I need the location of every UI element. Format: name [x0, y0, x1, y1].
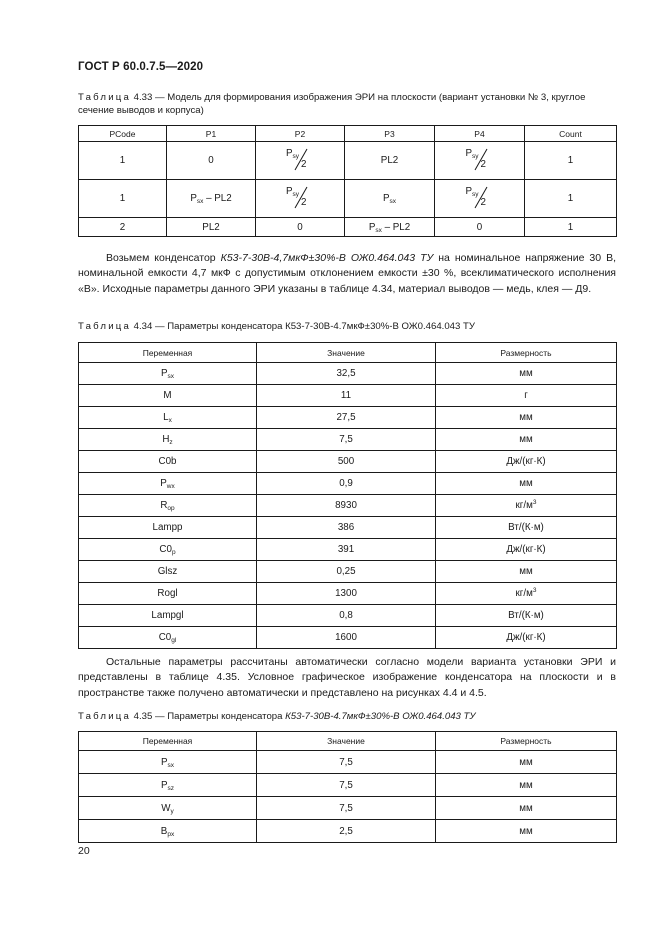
table-row: [79, 517, 617, 539]
column-header: Count: [525, 126, 617, 142]
variable-cell: $P_{wx}$: [79, 473, 257, 495]
p1-cell: 0: [167, 142, 256, 180]
variable-cell: $P_{sx}$: [79, 363, 257, 385]
unit-cell: Вт/(К·м): [436, 517, 617, 539]
unit-cell: мм: [436, 561, 617, 583]
variable-cell: C0b: [79, 451, 257, 473]
value-cell: 8930: [257, 495, 436, 517]
p3-cell: $P_{sx} - PL2$: [345, 218, 435, 237]
unit-cell: мм: [436, 774, 617, 797]
count-cell: 1: [525, 142, 617, 180]
variable-cell: $C0_p$: [79, 539, 257, 561]
unit-cell: г: [436, 385, 617, 407]
value-cell: 7,5: [257, 751, 436, 774]
column-header: Размерность: [436, 732, 617, 751]
table-row: [79, 561, 617, 583]
body-paragraph: Остальные параметры рассчитаны автоматически согласно модели варианта установки ЭРИ и представлены в таблице 4.35. Условное графическое изображение конденсатора на плоскости и в пространстве также получено автоматически и представлено на рисунках 4.4 и 4.5.: [78, 656, 616, 699]
table-row: [79, 495, 617, 517]
p4-cell: 0: [435, 218, 525, 237]
fraction: $P_{sy}$ 2: [463, 183, 497, 211]
value-cell: 0,25: [257, 561, 436, 583]
variable-cell: $C0_{gl}$: [79, 627, 257, 649]
table-row: [79, 407, 617, 429]
column-header: P1: [167, 126, 256, 142]
table-row: [79, 218, 617, 237]
column-header: Значение: [257, 343, 436, 363]
table-label: Таблица: [78, 711, 132, 722]
p2-cell: [256, 180, 345, 218]
table-row: [79, 180, 617, 218]
variable-cell: $P_{sx}$: [79, 751, 257, 774]
table-row: [79, 142, 617, 180]
table-433: [78, 125, 617, 237]
column-header: PCode: [79, 126, 167, 142]
pcode-cell: 1: [79, 142, 167, 180]
caption-text: 4.34 — Параметры конденсатора К53-7-30В-4.7мкФ±30%-В ОЖ0.464.043 ТУ: [131, 321, 475, 332]
table-row: [79, 539, 617, 561]
p3-cell: PL2: [345, 142, 435, 180]
table-header-row: [79, 343, 617, 363]
p2-cell: 0: [256, 218, 345, 237]
count-cell: 1: [525, 180, 617, 218]
table-label: Таблица: [78, 321, 132, 332]
unit-cell: мм: [436, 820, 617, 843]
value-cell: 1600: [257, 627, 436, 649]
value-cell: 7,5: [257, 797, 436, 820]
value-cell: 391: [257, 539, 436, 561]
variable-cell: $W_y$: [79, 797, 257, 820]
pcode-cell: 1: [79, 180, 167, 218]
table-row: [79, 385, 617, 407]
body-paragraph: Возьмем конденсатор К53-7-30В-4,7мкФ±30%-В ОЖ0.464.043 ТУ на номинальное напряжение 30 В, номинальной емкости 4,7 мкФ с допустимым отклонением емкости ±30 %, всеклиматического исполнения «В». Исходные параметры данного ЭРИ указаны в таблице 4.34, материал выводов — медь, клея — Д9.: [78, 252, 617, 295]
unit-cell: Вт/(К·м): [436, 605, 617, 627]
unit-cell: мм: [436, 407, 617, 429]
unit-cell: мм: [436, 429, 617, 451]
column-header: Значение: [257, 732, 436, 751]
table-row: [79, 820, 617, 843]
table-row: [79, 473, 617, 495]
table-433-caption: [78, 92, 618, 117]
table-row: [79, 451, 617, 473]
fraction: $P_{sy}$ 2: [283, 183, 317, 211]
variable-cell: $L_x$: [79, 407, 257, 429]
caption-text: 4.33 — Модель для формирования изображения ЭРИ на плоскости (вариант установки № 3, круглое сечение выводов и корпуса): [78, 92, 586, 116]
column-header: P3: [345, 126, 435, 142]
table-label: Таблица: [78, 92, 132, 103]
page-number: 20: [78, 845, 90, 857]
unit-cell: Дж/(кг·К): [436, 627, 617, 649]
variable-cell: Lampgl: [79, 605, 257, 627]
column-header: Размерность: [436, 343, 617, 363]
variable-cell: $H_z$: [79, 429, 257, 451]
p4-cell: [435, 180, 525, 218]
table-row: [79, 751, 617, 774]
table-row: [79, 605, 617, 627]
unit-cell: мм: [436, 751, 617, 774]
unit-cell: мм: [436, 473, 617, 495]
p1-cell: PL2: [167, 218, 256, 237]
caption-italic-text: К53-7-30В-4.7мкФ±30%-В ОЖ0.464.043 ТУ: [285, 711, 476, 722]
fraction: $P_{sy}$ 2: [463, 145, 497, 173]
variable-cell: $P_{sz}$: [79, 774, 257, 797]
unit-cell: мм: [436, 797, 617, 820]
value-cell: 11: [257, 385, 436, 407]
unit-cell: Дж/(кг·К): [436, 451, 617, 473]
fraction-slash: [283, 145, 317, 173]
table-434-caption: [78, 321, 618, 334]
fraction-slash: [463, 145, 497, 173]
table-row: [79, 774, 617, 797]
value-cell: 1300: [257, 583, 436, 605]
variable-cell: Rogl: [79, 583, 257, 605]
variable-cell: Glsz: [79, 561, 257, 583]
value-cell: 32,5: [257, 363, 436, 385]
table-row: [79, 363, 617, 385]
value-cell: 27,5: [257, 407, 436, 429]
p1-cell: $P_{sx} - PL2$: [167, 180, 256, 218]
column-header: Переменная: [79, 732, 257, 751]
p3-cell: $P_{sx}$: [345, 180, 435, 218]
unit-cell: Дж/(кг·К): [436, 539, 617, 561]
table-435-caption: [78, 711, 618, 724]
table-row: [79, 627, 617, 649]
value-cell: 0,8: [257, 605, 436, 627]
variable-cell: $B_{px}$: [79, 820, 257, 843]
variable-cell: M: [79, 385, 257, 407]
unit-cell: $кг/м^3$: [436, 583, 617, 605]
value-cell: 2,5: [257, 820, 436, 843]
column-header: P2: [256, 126, 345, 142]
pcode-cell: 2: [79, 218, 167, 237]
table-435: [78, 731, 617, 843]
table-434: [78, 342, 617, 649]
table-row: [79, 429, 617, 451]
value-cell: 0,9: [257, 473, 436, 495]
table-header-row: [79, 732, 617, 751]
column-header: P4: [435, 126, 525, 142]
value-cell: 500: [257, 451, 436, 473]
variable-cell: $R_{op}$: [79, 495, 257, 517]
value-cell: 386: [257, 517, 436, 539]
value-cell: 7,5: [257, 429, 436, 451]
variable-cell: Lampp: [79, 517, 257, 539]
count-cell: 1: [525, 218, 617, 237]
p4-cell: [435, 142, 525, 180]
fraction: $P_{sy}$ 2: [283, 145, 317, 173]
fraction-slash: [463, 183, 497, 211]
value-cell: 7,5: [257, 774, 436, 797]
table-row: [79, 583, 617, 605]
table-row: [79, 797, 617, 820]
table-header-row: [79, 126, 617, 142]
fraction-slash: [283, 183, 317, 211]
unit-cell: мм: [436, 363, 617, 385]
unit-cell: $кг/м^3$: [436, 495, 617, 517]
column-header: Переменная: [79, 343, 257, 363]
caption-text: 4.35 — Параметры конденсатора: [131, 711, 286, 722]
standard-header: ГОСТ Р 60.0.7.5—2020: [78, 61, 204, 73]
p2-cell: [256, 142, 345, 180]
